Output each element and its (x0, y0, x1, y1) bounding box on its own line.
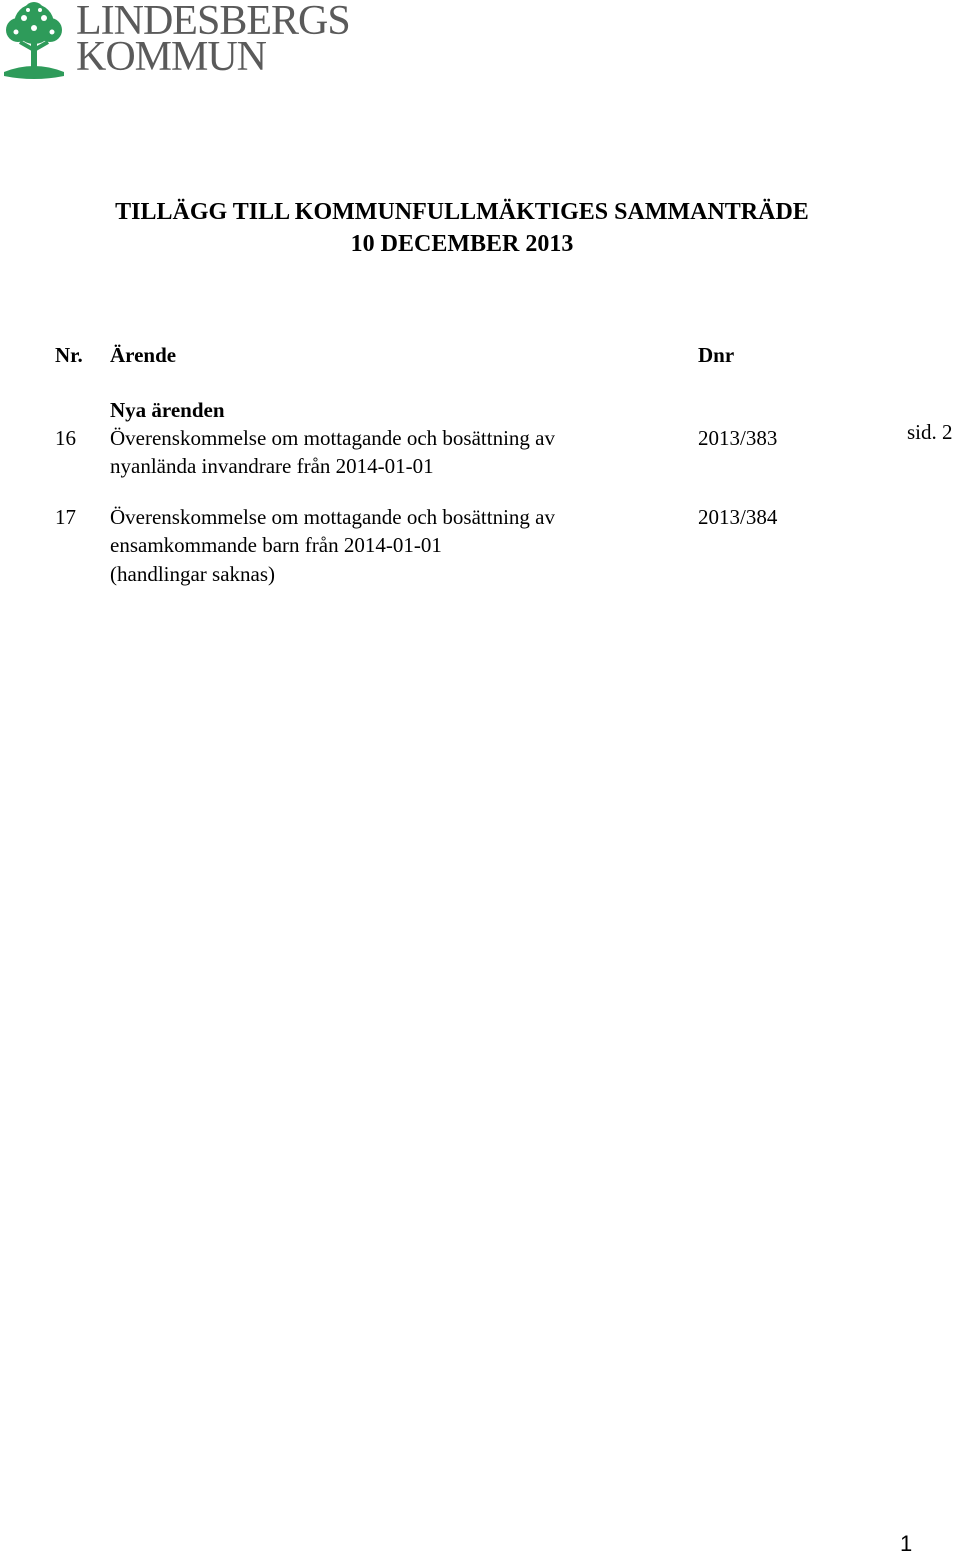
document-date: 10 DECEMBER 2013 (350, 231, 574, 257)
logo-text-line1: LINDESBERGS (76, 0, 350, 44)
item-number: 17 (55, 505, 76, 529)
section-heading: Nya ärenden (110, 398, 225, 422)
logo-text-line2: KOMMUN (76, 34, 267, 80)
column-header-arende: Ärende (110, 343, 177, 367)
column-header-dnr: Dnr (698, 343, 735, 367)
item-number: 16 (55, 426, 76, 450)
page-number: 1 (900, 1531, 913, 1556)
tree-emblem-icon (2, 2, 66, 82)
item-dnr: 2013/384 (698, 505, 778, 529)
item-note: (handlingar saknas) (110, 562, 276, 586)
column-header-nr: Nr. (55, 343, 83, 367)
page-reference-link[interactable]: sid. 2 (907, 420, 953, 444)
item-text-line: Överenskommelse om mottagande och bosättning av (110, 426, 555, 450)
item-text-line: ensamkommande barn från 2014-01-01 (110, 533, 442, 557)
document-title: TILLÄGG TILL KOMMUNFULLMÄKTIGES SAMMANTRÄDE (115, 199, 809, 225)
item-dnr: 2013/383 (698, 426, 778, 450)
municipality-logo (0, 0, 360, 84)
item-text-line: nyanlända invandrare från 2014-01-01 (110, 454, 434, 478)
item-text-line: Överenskommelse om mottagande och bosättning av (110, 505, 555, 529)
